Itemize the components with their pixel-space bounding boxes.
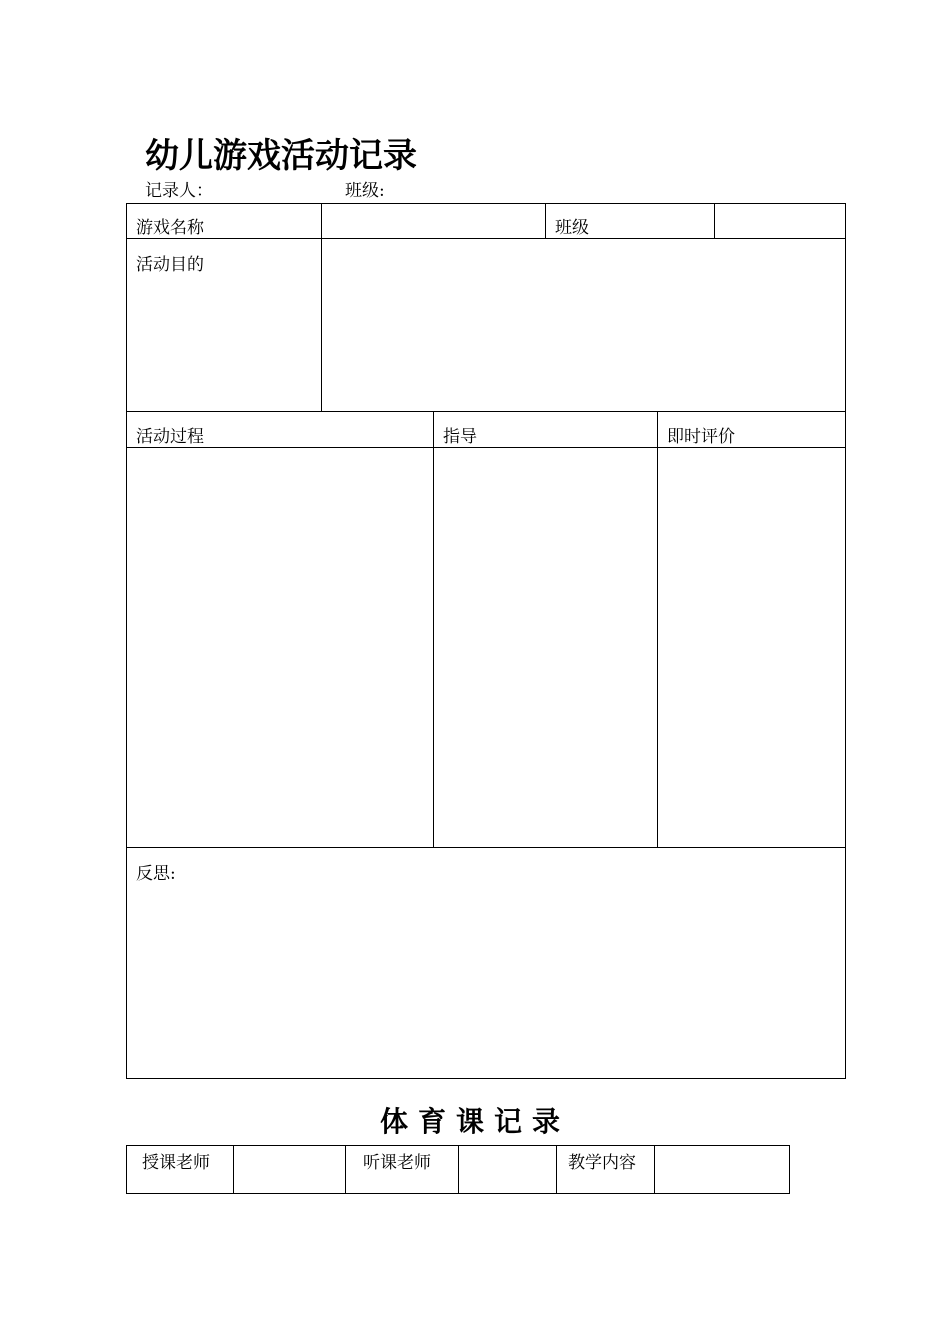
col-divider xyxy=(654,1145,655,1194)
purpose-label: 活动目的 xyxy=(136,255,204,275)
col-divider xyxy=(433,411,434,848)
table-border-left xyxy=(126,1145,127,1194)
col-divider xyxy=(345,1145,346,1194)
process-label: 活动过程 xyxy=(136,427,204,447)
row-divider xyxy=(126,447,846,448)
table-class-label: 班级 xyxy=(555,218,589,238)
content-label: 教学内容 xyxy=(568,1153,636,1173)
class-label: 班级: xyxy=(345,181,385,201)
table-border-right xyxy=(789,1145,790,1194)
page-title: 幼儿游戏活动记录 xyxy=(145,136,417,176)
col-divider xyxy=(458,1145,459,1194)
col-divider xyxy=(321,203,322,412)
row-divider xyxy=(126,847,846,848)
col-divider xyxy=(545,203,546,239)
game-name-label: 游戏名称 xyxy=(136,218,204,238)
table-border-right xyxy=(845,203,846,1079)
guidance-label: 指导 xyxy=(443,427,477,447)
reflection-label: 反思: xyxy=(136,864,176,884)
teacher-label: 授课老师 xyxy=(142,1153,210,1173)
recorder-label: 记录人： xyxy=(145,181,213,201)
table-border-bottom xyxy=(126,1078,846,1079)
pe-record-title: 体育课记录 xyxy=(379,1105,570,1138)
table-border-top xyxy=(126,203,846,204)
table-border-left xyxy=(126,203,127,1079)
col-divider xyxy=(714,203,715,239)
row-divider xyxy=(126,238,846,239)
col-divider xyxy=(233,1145,234,1194)
evaluation-label: 即时评价 xyxy=(667,427,735,447)
row-divider xyxy=(126,411,846,412)
col-divider xyxy=(556,1145,557,1194)
listener-label: 听课老师 xyxy=(363,1153,431,1173)
col-divider xyxy=(657,411,658,848)
